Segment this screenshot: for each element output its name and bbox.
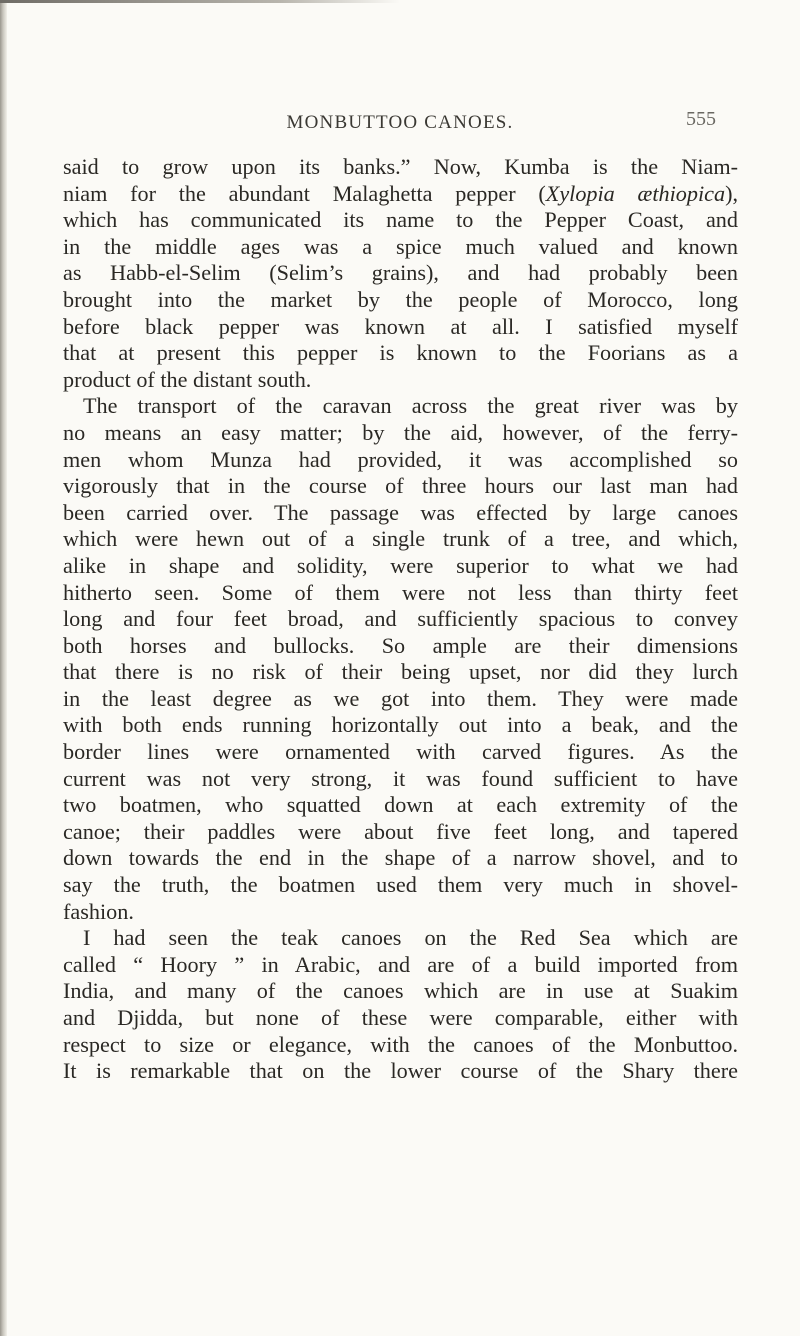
italic-species-name: Xylopia æthiopica bbox=[545, 180, 726, 206]
text-line: before black pepper was known at all. I satisfied myself bbox=[63, 313, 738, 339]
text-line: both horses and bullocks. So ample are their dimensions bbox=[63, 632, 738, 658]
text-line: border lines were ornamented with carved figures. As the bbox=[63, 739, 738, 765]
text-line: in the least degree as we got into them. They were made bbox=[63, 685, 738, 711]
text-fragment: niam for the abundant Malaghetta pepper ( bbox=[63, 180, 546, 206]
text-line: no means an easy matter; by the aid, however, of the ferry- bbox=[63, 419, 738, 445]
text-line: said to grow upon its banks.” Now, Kumba is the Niam- bbox=[63, 154, 738, 179]
text-line: in the middle ages was a spice much valued and known bbox=[63, 233, 738, 259]
body-text bbox=[63, 154, 738, 1085]
paragraph-end-line: product of the distant south. bbox=[63, 366, 312, 392]
text-line: down towards the end in the shape of a narrow shovel, and to bbox=[63, 845, 738, 871]
page-edge-shadow bbox=[0, 0, 7, 1336]
text-line: respect to size or elegance, with the canoes of the Monbuttoo. bbox=[63, 1031, 738, 1057]
text-line: men whom Munza had provided, it was accomplished so bbox=[63, 446, 738, 472]
text-line: that at present this pepper is known to the Foorians as a bbox=[63, 340, 738, 366]
text-line: current was not very strong, it was found sufficient to have bbox=[63, 765, 738, 791]
text-line: called “ Hoory ” in Arabic, and are of a build imported from bbox=[63, 951, 738, 977]
text-fragment: ), bbox=[725, 180, 738, 206]
text-line: brought into the market by the people of Morocco, long bbox=[63, 286, 738, 312]
page-number: 555 bbox=[686, 108, 716, 130]
text-line: and Djidda, but none of these were comparable, either with bbox=[63, 1005, 738, 1030]
text-line: alike in shape and solidity, were superior to what we had bbox=[63, 552, 738, 578]
text-line: which were hewn out of a single trunk of a tree, and which, bbox=[63, 526, 738, 552]
text-line: say the truth, the boatmen used them very much in shovel- bbox=[63, 872, 738, 898]
text-line: India, and many of the canoes which are in use at Suakim bbox=[63, 978, 738, 1004]
text-line: which has communicated its name to the Pepper Coast, and bbox=[63, 207, 738, 233]
text-line: been carried over. The passage was effected by large canoes bbox=[63, 499, 738, 525]
text-line: that there is no risk of their being upset, nor did they lurch bbox=[63, 659, 738, 685]
text-line: with both ends running horizontally out into a beak, and the bbox=[63, 712, 738, 738]
paragraph-end-line: fashion. bbox=[63, 898, 134, 924]
text-line: long and four feet broad, and sufficiently spacious to convey bbox=[63, 606, 738, 632]
paragraph-start-line: The transport of the caravan across the great river was by bbox=[83, 393, 738, 419]
page-top-edge bbox=[0, 0, 400, 3]
text-line: It is remarkable that on the lower course of the Shary there bbox=[63, 1058, 738, 1084]
paragraph-start-line: I had seen the teak canoes on the Red Sea which are bbox=[83, 925, 738, 951]
text-line: canoe; their paddles were about five feet long, and tapered bbox=[63, 818, 738, 844]
text-line: as Habb-el-Selim (Selim’s grains), and had probably been bbox=[63, 260, 738, 286]
page-header bbox=[0, 108, 800, 138]
text-line: vigorously that in the course of three hours our last man had bbox=[63, 473, 738, 499]
running-head: MONBUTTOO CANOES. bbox=[286, 112, 514, 133]
text-line: two boatmen, who squatted down at each extremity of the bbox=[63, 792, 738, 818]
text-line: hitherto seen. Some of them were not less than thirty feet bbox=[63, 579, 738, 605]
text-line-with-italic-name bbox=[63, 181, 738, 208]
